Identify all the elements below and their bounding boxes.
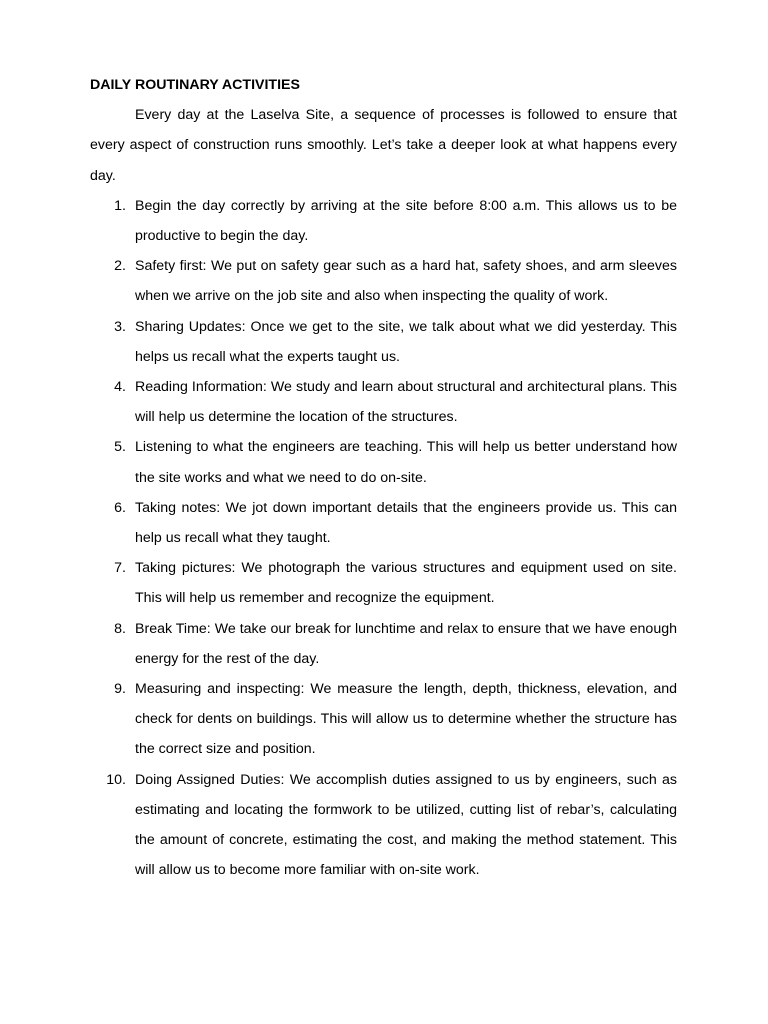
list-item-text: Doing Assigned Duties: We accomplish duties assigned to us by engineers, such as estimating and locating the formwork to be utilized, cutting list of rebar’s, calculating the amount of concrete, estimating the cost, and making the method statement. This will allow us to become more familiar with on-site work. bbox=[135, 771, 677, 879]
list-item-text: Measuring and inspecting: We measure the length, depth, thickness, elevation, and check for dents on buildings. This will allow us to determine whether the structure has the correct size and position. bbox=[135, 681, 677, 758]
document-title: DAILY ROUTINARY ACTIVITIES bbox=[90, 77, 300, 93]
list-item-text: Break Time: We take our break for lunchtime and relax to ensure that we have enough energy for the rest of the day. bbox=[135, 620, 677, 667]
list-item-number: 3. bbox=[114, 318, 126, 335]
list-item bbox=[90, 191, 677, 251]
list-item bbox=[90, 493, 677, 553]
document-page bbox=[90, 70, 677, 885]
list-item-number: 8. bbox=[114, 620, 126, 637]
list-item bbox=[90, 765, 677, 886]
list-item-text: Taking notes: We jot down important details that the engineers provide us. This can help us recall what they taught. bbox=[135, 499, 677, 547]
intro-paragraph: Every day at the Laselva Site, a sequence of processes is followed to ensure that every aspect of construction runs smoothly. Let’s take a deeper look at what happens every day. bbox=[90, 107, 677, 184]
list-item-number: 1. bbox=[114, 197, 126, 214]
list-item bbox=[90, 432, 677, 492]
list-item-text: Safety first: We put on safety gear such as a hard hat, safety shoes, and arm sleeves when we arrive on the job site and also when inspecting the quality of work. bbox=[135, 258, 677, 305]
list-item-number: 2. bbox=[114, 258, 126, 275]
list-item-text: Listening to what the engineers are teaching. This will help us better understand how the site works and what we need to do on-site. bbox=[135, 439, 677, 486]
list-item-text: Sharing Updates: Once we get to the site, we talk about what we did yesterday. This helps us recall what the experts taught us. bbox=[135, 318, 677, 365]
list-item bbox=[90, 372, 677, 432]
list-item-number: 6. bbox=[114, 499, 126, 516]
list-item bbox=[90, 614, 677, 674]
list-item-number: 5. bbox=[114, 439, 126, 456]
list-item-number: 4. bbox=[114, 379, 126, 396]
list-item bbox=[90, 553, 677, 613]
list-item bbox=[90, 251, 677, 311]
list-item-number: 7. bbox=[114, 560, 126, 577]
list-item-text: Reading Information: We study and learn about structural and architectural plans. This will help us determine the location of the structures. bbox=[135, 379, 677, 426]
list-item-text: Begin the day correctly by arriving at the site before 8:00 a.m. This allows us to be productive to begin the day. bbox=[135, 197, 677, 245]
list-item-text: Taking pictures: We photograph the various structures and equipment used on site. This will help us remember and recognize the equipment. bbox=[135, 560, 677, 607]
activity-list bbox=[90, 191, 677, 886]
list-item-number: 10. bbox=[106, 771, 126, 788]
list-item bbox=[90, 674, 677, 765]
list-item-number: 9. bbox=[114, 681, 126, 698]
list-item bbox=[90, 312, 677, 372]
